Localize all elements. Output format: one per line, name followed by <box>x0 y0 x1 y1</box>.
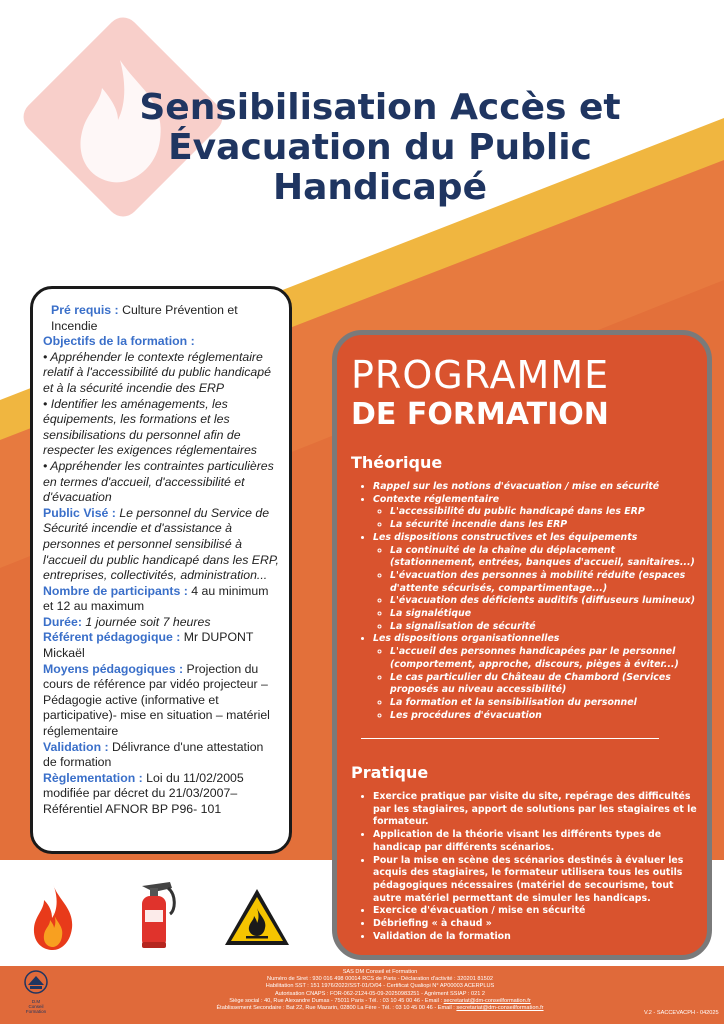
list-item: ◦ L'accueil des personnes handicapées par le personnel (comportement, approche, discours, pièges à éviter...) <box>390 646 703 671</box>
list-item: ◦ Les procédures d'évacuation <box>390 710 703 723</box>
list-item: • Exercice d'évacuation / mise en sécurité <box>373 905 699 918</box>
participants <box>43 584 279 615</box>
company-logo-icon <box>22 970 50 994</box>
title-line-2: Évacuation du Public <box>168 127 592 168</box>
footer-line <box>170 998 590 1005</box>
list-item-label: Les dispositions constructives et les équipements <box>373 531 638 543</box>
referent-label: Référent pédagogique : <box>43 630 181 645</box>
formation-heading: DE FORMATION <box>351 397 609 432</box>
list-item: • Exercice pratique par visite du site, repérage des difficultés par les stagiaires, apport de solutions par les stagiaires et le formateur. <box>373 791 699 829</box>
list-item <box>373 633 703 722</box>
list-item: • Application de la théorie visant les différents types de handicap par différents scénarios. <box>373 829 699 854</box>
logo-text: D.M Conseil Formation <box>25 999 47 1014</box>
objectifs-label: Objectifs de la formation : <box>43 334 195 349</box>
validation-label: Validation : <box>43 739 109 754</box>
list-item <box>373 494 703 532</box>
list-item-label: Contexte réglementaire <box>373 493 500 505</box>
duree-label: Durée: <box>43 614 82 629</box>
list-item: • Rappel sur les notions d'évacuation / mise en sécurité <box>373 481 703 494</box>
list-item <box>373 532 703 634</box>
list-item: • Débriefing « à chaud » <box>373 918 699 931</box>
duree-value: 1 journée soit 7 heures <box>81 614 211 629</box>
flame-icon <box>28 882 78 952</box>
objectif-1: • Appréhender le contexte réglementaire relatif à l'accessibilité du public handicapé et à la sécurité incendie des ERP <box>43 349 271 395</box>
referent-value: Mr DUPONT Mickaël <box>43 630 254 661</box>
footer-line: Habilitation SST : 151 1976/2022/SST-01/O/04 - Certificat Qualiopi N° AP00003 ACERPLUS <box>265 983 495 990</box>
footer-line <box>170 1005 590 1012</box>
objectif-3: • Appréhender les contraintes particulières en termes d'accueil, d'accessibilité et d'évacuation <box>43 458 274 505</box>
reglementation-value: Loi du 11/02/2005 modifiée par décret du 21/03/2007– Référentiel AFNOR BP P96- 101 <box>43 770 244 816</box>
title-line-1: Sensibilisation Accès et <box>139 87 621 128</box>
theorique-list <box>351 481 703 722</box>
course-info-card <box>30 286 292 854</box>
footer-line: Numéro de Siret : 930 016 498 00014 RCS de Paris - Déclaration d'activité : 320201 81502 <box>267 976 493 983</box>
email-link[interactable]: secretariat@dm-conseilformation.fr <box>456 1005 544 1012</box>
prerequis <box>43 303 279 334</box>
list-item: ◦ La sécurité incendie dans les ERP <box>390 519 703 532</box>
pratique-list <box>351 791 699 943</box>
title-line-3: Handicapé <box>273 167 487 208</box>
list-item: • Validation de la formation <box>373 931 699 944</box>
flammable-warning-icon <box>222 886 292 948</box>
footer-legal-text <box>170 969 590 1012</box>
footer-line-text: Siège social : 40, Rue Alexandre Dumas - 75011 Paris - Tél. : 03 10 45 00 46 - Email : <box>229 997 444 1004</box>
public-label: Public Visé : <box>43 505 116 520</box>
fire-extinguisher-icon <box>130 880 180 952</box>
moyens-value: Projection du cours de référence par vidéo projecteur – Pédagogie active (informative et participative)- mise en situation – matériel réglementaire <box>43 661 270 739</box>
prerequis-label: Pré requis : <box>51 303 119 317</box>
validation-value: Délivrance d'une attestation de formation <box>43 739 264 770</box>
list-item: ◦ L'évacuation des déficients auditifs (diffuseurs lumineux) <box>390 595 703 608</box>
moyens <box>43 662 279 740</box>
programme-card <box>332 330 712 960</box>
public-value: Le personnel du Service de Sécurité incendie et d'assistance à personnes et personnel sensibilisé à l'accueil du public handicapé dans les ERP, entreprises, collectivités, administration... <box>43 505 279 583</box>
section-divider <box>361 738 659 739</box>
pratique-title: Pratique <box>351 763 429 782</box>
public-vise <box>43 506 279 584</box>
referent <box>43 630 279 661</box>
footer-line: Autorisation CNAPS : FOR-062-2124-05-09-20250983251 - Agrément SSIAP : 021 2 <box>274 990 486 997</box>
list-item: ◦ La signalétique <box>390 608 703 621</box>
email-link[interactable]: secretariat@dm-conseilformation.fr <box>443 997 531 1004</box>
list-item: ◦ Le cas particulier du Château de Chambord (Services proposés au niveau accessibilité) <box>390 672 703 697</box>
list-item: • Pour la mise en scène des scénarios destinés à évaluer les acquis des stagiaires, le formateur utilisera tous les outils pédagogiques nécessaires (matériel de secourisme, tout autre matériel permettant de simuler les handicaps. <box>373 855 699 906</box>
page-title <box>100 88 660 208</box>
participants-value: 4 au minimum et 12 au maximum <box>43 583 269 614</box>
footer-line: SAS DM Conseil et Formation <box>342 969 418 975</box>
validation <box>43 740 279 771</box>
list-item-label: Les dispositions organisationnelles <box>373 633 560 645</box>
theorique-title: Théorique <box>351 453 443 472</box>
reglementation-label: Règlementation : <box>43 770 143 785</box>
list-item: ◦ La signalisation de sécurité <box>390 621 703 634</box>
list-item: ◦ L'accessibilité du public handicapé dans les ERP <box>390 506 703 519</box>
prerequis-value: Culture Prévention et Incendie <box>51 303 238 333</box>
list-item: ◦ La formation et la sensibilisation du personnel <box>390 697 703 710</box>
list-item: ◦ L'évacuation des personnes à mobilité réduite (espaces d'attente sécurisés, compartimentage...) <box>390 570 703 595</box>
list-item: ◦ La continuité de la chaîne du déplacement (stationnement, entrées, banques d'accueil, sanitaires...) <box>390 545 703 570</box>
moyens-label: Moyens pédagogiques : <box>43 661 184 676</box>
footer <box>0 966 724 1024</box>
duree <box>43 615 279 631</box>
reglementation <box>43 771 279 818</box>
footer-line-text: Établissement Secondaire : Bat 22, Rue Mazarin, 02800 La Fère - Tél. : 03 10 45 00 46 - Email : <box>216 1005 457 1012</box>
objectif-2: • Identifier les aménagements, les équipements, les formations et les sensibilisations du personnel afin de respecter les exigences réglementaires <box>43 396 257 458</box>
participants-label: Nombre de participants : <box>43 583 188 598</box>
programme-heading: PROGRAMME <box>351 353 610 397</box>
document-version: V.2 - SACCEVACPH - 042025 <box>644 1010 719 1016</box>
company-logo <box>18 970 54 1014</box>
